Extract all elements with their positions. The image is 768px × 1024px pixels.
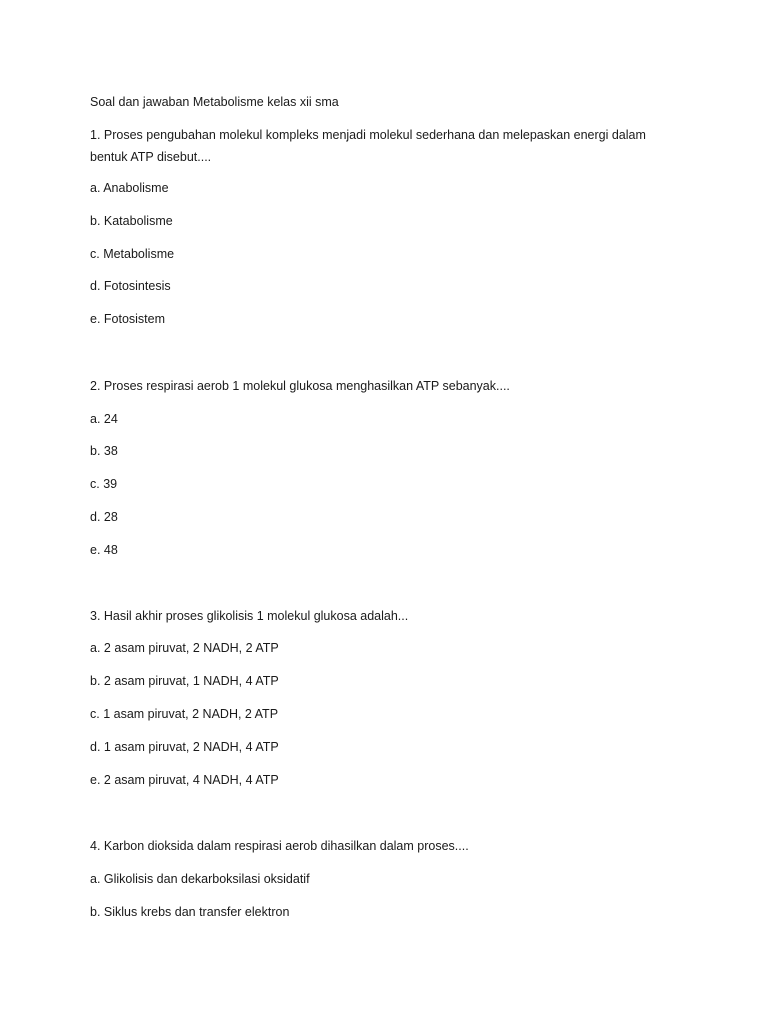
question-3-option-b: b. 2 asam piruvat, 1 NADH, 4 ATP	[90, 674, 279, 688]
document-title: Soal dan jawaban Metabolisme kelas xii sma	[90, 95, 339, 109]
question-3-option-e: e. 2 asam piruvat, 4 NADH, 4 ATP	[90, 773, 279, 787]
question-1-option-c: c. Metabolisme	[90, 247, 175, 261]
question-2-text: 2. Proses respirasi aerob 1 molekul glukosa menghasilkan ATP sebanyak....	[90, 379, 510, 393]
question-4-text: 4. Karbon dioksida dalam respirasi aerob dihasilkan dalam proses....	[90, 839, 469, 853]
question-2-option-e: e. 48	[90, 543, 118, 557]
question-4-option-b: b. Siklus krebs dan transfer elektron	[90, 905, 290, 919]
question-1-option-e: e. Fotosistem	[90, 312, 166, 326]
question-2-option-b: b. 38	[90, 444, 118, 458]
question-1-option-a: a. Anabolisme	[90, 181, 169, 195]
question-3-text: 3. Hasil akhir proses glikolisis 1 molekul glukosa adalah...	[90, 609, 409, 623]
question-1-option-b: b. Katabolisme	[90, 214, 173, 228]
question-3-option-a: a. 2 asam piruvat, 2 NADH, 2 ATP	[90, 641, 279, 655]
question-2-option-d: d. 28	[90, 510, 118, 524]
question-3-option-c: c. 1 asam piruvat, 2 NADH, 2 ATP	[90, 707, 279, 721]
question-1-text: 1. Proses pengubahan molekul kompleks menjadi molekul sederhana dan melepaskan energi dalam bentuk ATP disebut....	[90, 128, 646, 164]
question-2-option-c: c. 39	[90, 477, 118, 491]
question-1-option-d: d. Fotosintesis	[90, 279, 171, 293]
question-2-option-a: a. 24	[90, 412, 118, 426]
question-3-option-d: d. 1 asam piruvat, 2 NADH, 4 ATP	[90, 740, 279, 754]
question-4-option-a: a. Glikolisis dan dekarboksilasi oksidatif	[90, 872, 310, 886]
